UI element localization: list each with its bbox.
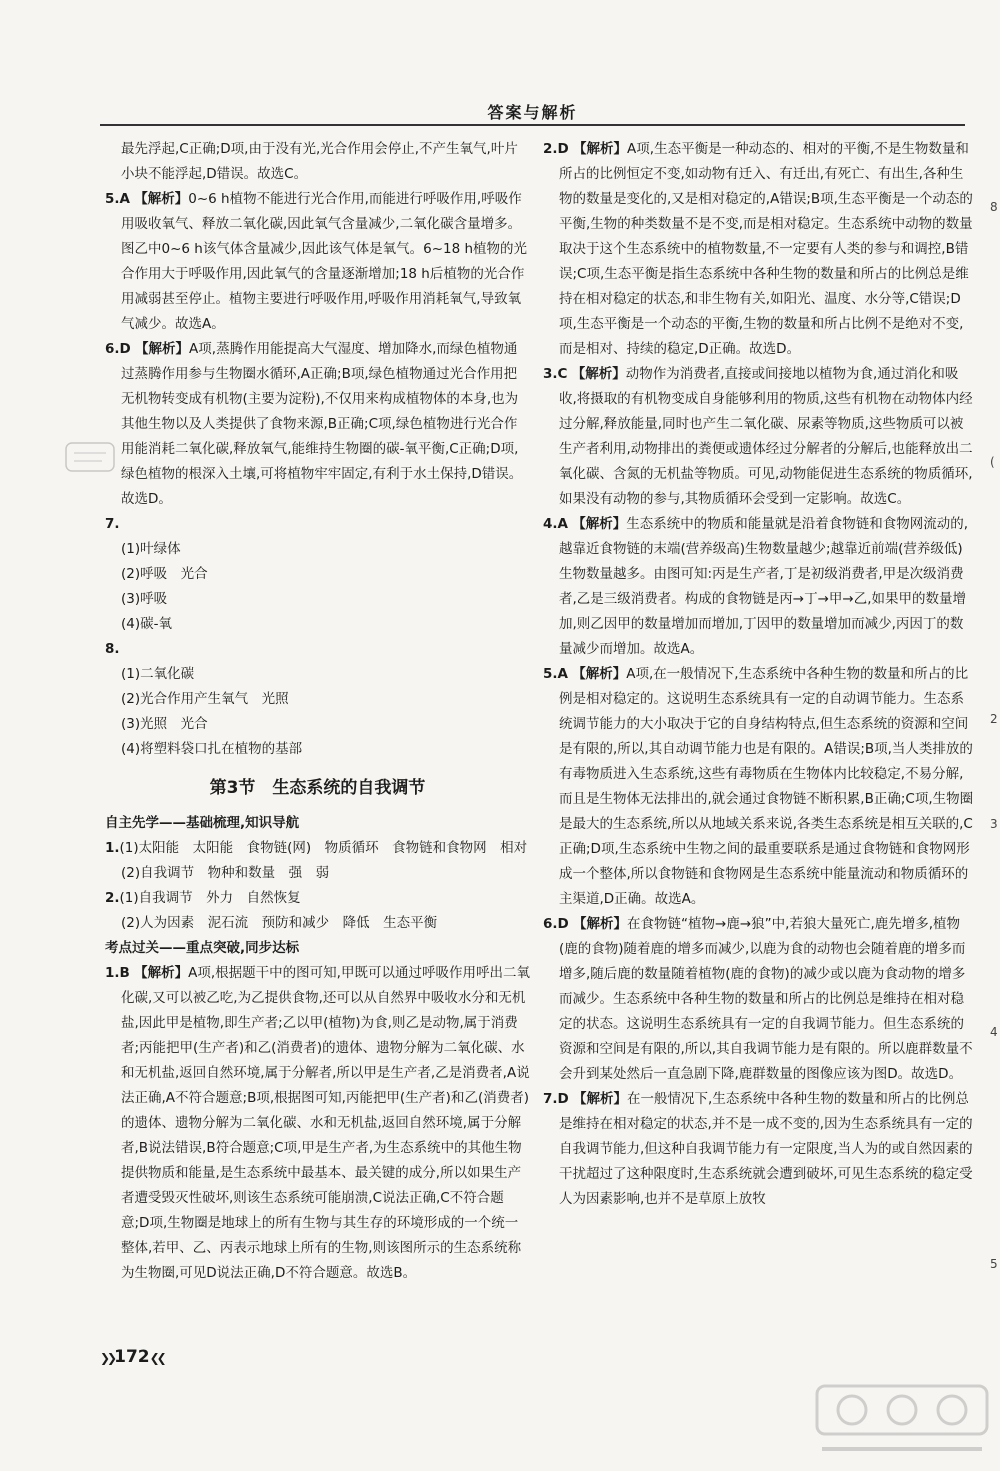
basic-item-2: 2.(1)自我调节 外力 自然恢复 <box>105 890 301 906</box>
answer-item-7: 7. <box>105 516 120 532</box>
answer-line: (4)将塑料袋口扎在植物的基部 <box>121 741 303 757</box>
edge-number: 2 <box>990 712 998 726</box>
edge-number: ( <box>990 455 995 469</box>
edge-number: 8 <box>990 200 998 214</box>
answer-item-5: 5.A 【解析】0~6 h植物不能进行光合作用,而能进行呼吸作用,呼吸作用吸收氧气、释放二氧化碳,因此氧气含量减少,二氧化碳含量增多。图乙中0~6 h该气体含量减少,因此该气体是氧气。6~18 h植物的光合作用大于呼吸作用,因此氧气的含量逐渐增加;18 h后植物的光合作用减弱甚至停止。植物主要进行呼吸作用,呼吸作用消耗氧气,导致氧气减少。故选A。 <box>105 191 528 332</box>
double-chevron-right-icon: ❯❯ <box>100 1351 115 1365</box>
basic-item-1: 1.(1)太阳能 太阳能 食物链(网) 物质循环 食物链和食物网 相对 <box>105 840 528 856</box>
double-chevron-left-icon: ❮❮ <box>149 1351 164 1365</box>
answer-item-6: 6.D 【解析】A项,蒸腾作用能提高大气湿度、增加降水,而绿色植物通过蒸腾作用参与生物圈水循环,A正确;B项,绿色植物通过光合作用把无机物转变成有机物(主要为淀粉),不仅用来构成植物体的本身,也为其他生物以及人类提供了食物来源,B正确;C项,绿色植物进行光合作用能消耗二氧化碳,释放氧气,能维持生物圈的碳-氧平衡,C正确;D项,绿色植物的根深入土壤,可将植物牢牢固定,有利于水土保持,D错误。故选D。 <box>105 341 523 507</box>
checkpoint-item-4: 4.A 【解析】生态系统中的物质和能量就是沿着食物链和食物网流动的,越靠近食物链的末端(营养级高)生物数量越少;越靠近前端(营养级低)生物数量越多。由图可知:丙是生产者,丁是初级消费者,甲是次级消费者,乙是三级消费者。构成的食物链是丙→丁→甲→乙,如果甲的数量增加,则乙因甲的数量增加而增加,丁因甲的数量增加而减少,丙因丁的数量减少而增加。故选A。 <box>543 516 969 657</box>
edge-number: 3 <box>990 817 998 831</box>
answer-line: (2)人为因素 泥石流 预防和减少 降低 生态平衡 <box>121 915 438 931</box>
answer-line: (4)碳-氧 <box>121 616 172 632</box>
watermark-logo <box>812 1381 992 1461</box>
checkpoint-item-5: 5.A 【解析】A项,在一般情况下,生态系统中各种生物的数量和所占的比例是相对稳定的。这说明生态系统具有一定的自动调节能力。生态系统调节能力的大小取决于它的自身结构特点,但生态系统的资源和空间是有限的,所以,其自动调节能力也是有限的。A错误;B项,当人类排放的有毒物质进入生态系统,这些有毒物质在生物体内比较稳定,不易分解,而且是生物体无法排出的,就会通过食物链不断积累,B正确;C项,生物圈是最大的生态系统,所以从地域关系来说,各类生态系统是相互关联的,C正确;D项,生态系统中生物之间的最重要联系是通过食物链和食物网形成一个整体,所以食物链和食物网是生态系统中能量流动和物质循环的主渠道,D正确。故选A。 <box>543 666 974 907</box>
checkpoint-item-6: 6.D 【解析】在食物链“植物→鹿→狼”中,若狼大量死亡,鹿先增多,植物(鹿的食物)随着鹿的增多而减少,以鹿为食的动物也会随着鹿的增多而增多,随后鹿的数量随着植物(鹿的食物)的减少或以鹿为食动物的增多而减少。生态系统中各种生物的数量和所占的比例总是维持在相对稳定的状态。这说明生态系统具有一定的自我调节能力。但生态系统的资源和空间是有限的,所以,其自我调节能力是有限的。所以鹿群数量不会升到某处然后一直急剧下降,鹿群数量的图像应该为图D。故选D。 <box>543 916 973 1082</box>
page-header <box>100 98 965 126</box>
edge-number: 5 <box>990 1257 998 1271</box>
edge-number: 4 <box>990 1025 998 1039</box>
answer-line: (3)光照 光合 <box>121 716 208 732</box>
checkpoint-item-3: 3.C 【解析】动物作为消费者,直接或间接地以植物为食,通过消化和吸收,将摄取的有机物变成自身能够利用的物质,这些有机物在动物体内经过分解,释放能量,同时也产生二氧化碳、尿素等物质,这些物质可以被生产者利用,动物排出的粪便或遗体经过分解者的分解后,也能释放出二氧化碳、含氮的无机盐等物质。可见,动物能促进生态系统的物质循环,如果没有动物的参与,其物质循环会受到一定影响。故选C。 <box>543 366 973 507</box>
right-column <box>543 137 975 1212</box>
subsection-heading: 考点过关——重点突破,同步达标 <box>105 940 300 956</box>
answer-line: (1)叶绿体 <box>121 541 181 557</box>
page-number: ❯❯172❮❮ <box>100 1347 164 1367</box>
stamp-graphic <box>62 437 118 477</box>
checkpoint-item-7: 7.D 【解析】在一般情况下,生态系统中各种生物的数量和所占的比例总是维持在相对稳定的状态,并不是一成不变的,因为生态系统具有一定的自我调节能力,但这种自我调节能力有一定限度,当人为的或自然因素的干扰超过了这种限度时,生态系统就会遭到破坏,可见生态系统的稳定受人为因素影响,也并不是草原上放牧 <box>543 1091 973 1207</box>
answer-line: (3)呼吸 <box>121 591 168 607</box>
section-title: 第3节 生态系统的自我调节 <box>209 778 426 798</box>
header-title: 答案与解析 <box>487 103 578 122</box>
answer-item-8: 8. <box>105 641 120 657</box>
subsection-heading: 自主先学——基础梳理,知识导航 <box>105 815 300 831</box>
answer-line: (2)呼吸 光合 <box>121 566 208 582</box>
continued-paragraph: 最先浮起,C正确;D项,由于没有光,光合作用会停止,不产生氧气,叶片小块不能浮起,D错误。故选C。 <box>121 141 518 182</box>
left-column <box>105 137 530 1286</box>
answer-line: (2)自我调节 物种和数量 强 弱 <box>121 865 330 881</box>
checkpoint-item-2: 2.D 【解析】A项,生态平衡是一种动态的、相对的平衡,不是生物数量和所占的比例恒定不变,如动物有迁入、有迁出,有死亡、有出生,各种生物的数量是变化的,又是相对稳定的,A错误;B项,生态平衡是一个动态的平衡,生物的种类数量不是不变,而是相对稳定。生态系统中动物的数量取决于这个生态系统中的植物数量,不一定要有人类的参与和调控,B错误;C项,生态平衡是指生态系统中各种生物的数量和所占的比例总是维持在相对稳定的状态,和非生物有关,如阳光、温度、水分等,C错误;D项,生态平衡是一个动态的平衡,生物的数量和所占比例不是绝对不变,而是相对、持续的稳定,D正确。故选D。 <box>543 141 973 357</box>
answer-line: (1)二氧化碳 <box>121 666 195 682</box>
checkpoint-item-1: 1.B 【解析】A项,根据题干中的图可知,甲既可以通过呼吸作用呼出二氧化碳,又可以被乙吃,为乙提供食物,还可以从自然界中吸收水分和无机盐,因此甲是植物,即生产者;乙以甲(植物)为食,则乙是动物,属于消费者;丙能把甲(生产者)和乙(消费者)的遗体、遗物分解为二氧化碳、水和无机盐,返回自然环境,属于分解者,所以甲是生产者,乙是消费者,A说法正确,A不符合题意;B项,根据图可知,丙能把甲(生产者)和乙(消费者)的遗体、遗物分解为二氧化碳、水和无机盐,返回自然环境,属于分解者,B说法错误,B符合题意;C项,甲是生产者,为生态系统中的其他生物提供物质和能量,是生态系统中最基本、最关键的成分,所以如果生产者遭受毁灭性破坏,则该生态系统可能崩溃,C说法正确,C不符合题意;D项,生物圈是地球上的所有生物与其生存的环境形成的一个统一整体,若甲、乙、丙表示地球上所有的生物,则该图所示的生态系统称为生物圈,可见D说法正确,D不符合题意。故选B。 <box>105 965 530 1281</box>
answer-line: (2)光合作用产生氧气 光照 <box>121 691 289 707</box>
